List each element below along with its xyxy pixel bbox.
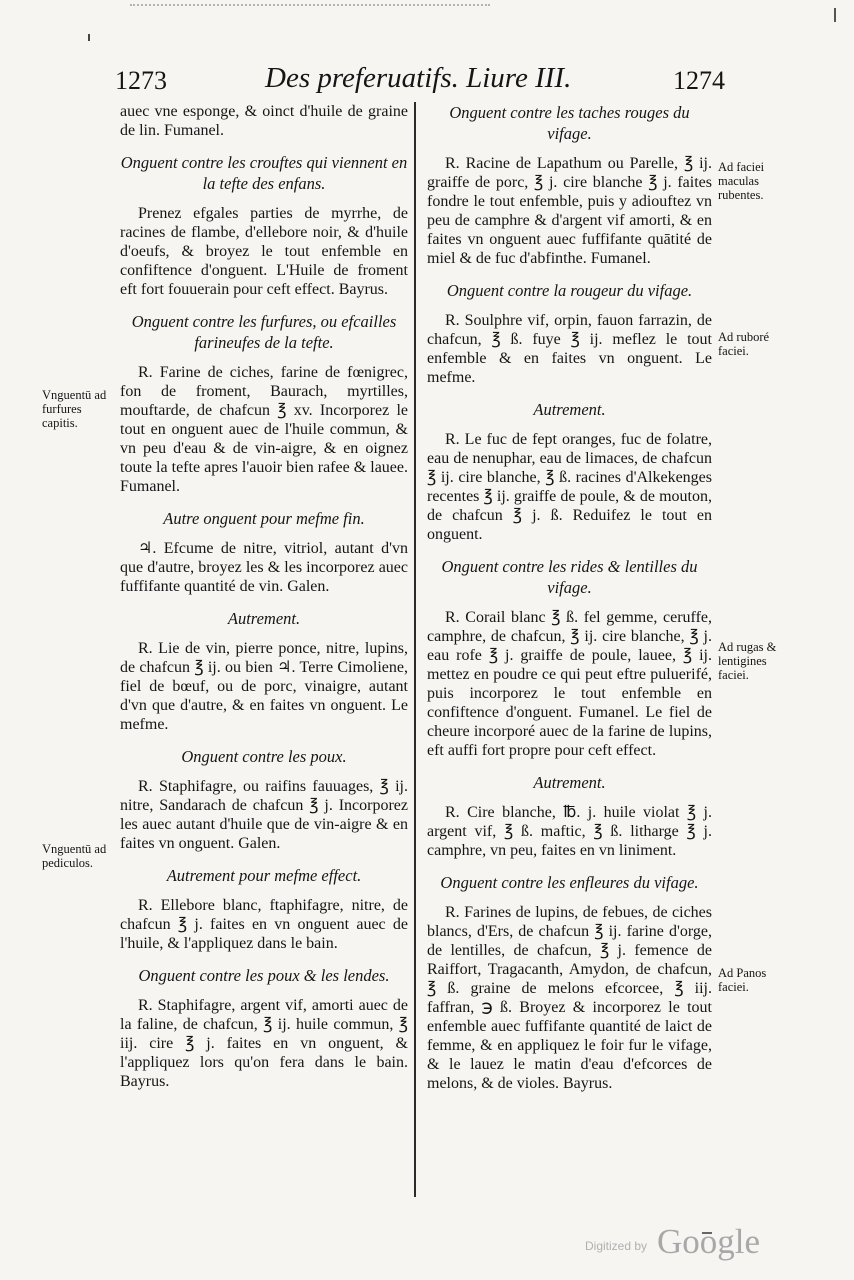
section-heading: Autrement pour mefme effect. xyxy=(166,866,362,885)
column-divider xyxy=(414,102,416,1197)
google-watermark xyxy=(585,1222,765,1262)
recipe-paragraph: R. Le fuc de fept oranges, fuc de folatre, eau de nenuphar, eau de limaces, de chafcun ℥ ij. cire blanche, ℥ ß. racines d'Alkekenges recentes ℥ ij. graiffe de poule, & de mouton, de chafcun ℥ j. ß. Reduifez le tout en onguent. xyxy=(427,431,712,543)
section-heading: Onguent contre les taches rouges du vifage. xyxy=(449,103,690,143)
margin-note-furfures: Vnguentū ad furfures capitis. xyxy=(42,388,107,430)
section-heading: Onguent contre les poux. xyxy=(181,747,347,766)
section-heading: Onguent contre les poux & les lendes. xyxy=(138,966,390,985)
google-logo: Google xyxy=(657,1222,761,1261)
right-text-column xyxy=(427,102,712,1105)
recipe-paragraph: R. Staphifagre, ou raifins fauuages, ℥ ij. nitre, Sandarach de chafcun ℥ j. Incorporez les auec autant d'huile que de vin-aigre & en faites vn onguent. Galen. xyxy=(120,778,408,852)
scan-top-artifact xyxy=(130,4,490,12)
margin-note-maculas: Ad faciei maculas rubentes. xyxy=(718,160,765,202)
recipe-paragraph: R. Corail blanc ℥ ß. fel gemme, ceruffe, camphre, de chafcun, ℥ ij. cire blanche, ℥ j. eau rofe ℥ j. graiffe de poule, lauee, ℥ ij. mettez en poudre ce qui peut eftre puluerifé, puis incorporez le tout enfemble en confiftence d'onguent. Fumanel. Le fiel de cheure incorporé auec de la farine de lupins, eft auffi fort propre pour ceft effect. xyxy=(427,609,712,759)
recipe-paragraph: R. Racine de Lapathum ou Parelle, ℥ ij. graiffe de porc, ℥ j. cire blanche ℥ j. faites fondre le tout enfemble, puis y adiouftez vn peu de camphre & d'argent vif amorti, & en faites vn onguent auec fuffifante quātité de miel & de fuc d'abfinthe. Fumanel. xyxy=(427,155,712,267)
section-heading: Autre onguent pour mefme fin. xyxy=(163,509,365,528)
recipe-paragraph: auec vne esponge, & oinct d'huile de graine de lin. Fumanel. xyxy=(120,103,408,139)
margin-note-rubore: Ad ruboré faciei. xyxy=(718,330,770,358)
margin-note-pediculos: Vnguentū ad pediculos. xyxy=(42,842,107,870)
digitized-by-label: Digitized by xyxy=(585,1239,648,1253)
page-number-left: 1273 xyxy=(115,66,167,95)
recipe-paragraph: R. Lie de vin, pierre ponce, nitre, lupins, de chafcun ℥ ij. ou bien ♃. Terre Cimoliene, fiel de bœuf, ou de porc, vinaigre, autant d'vn que d'autre, & en faites vn onguent. Le mefme. xyxy=(120,640,408,733)
scan-edge-mark xyxy=(834,8,836,22)
section-heading: Onguent contre la rougeur du vifage. xyxy=(446,281,693,300)
section-heading: Onguent contre les furfures, ou efcailles farineufes de la tefte. xyxy=(131,312,397,352)
page-number-right: 1274 xyxy=(673,66,725,95)
recipe-paragraph: R. Cire blanche, ℔. j. huile violat ℥ j. argent vif, ℥ ß. maftic, ℥ ß. litharge ℥ j. camphre, vn peu, faites en vn liniment. xyxy=(427,804,712,859)
section-heading: Autrement. xyxy=(533,773,606,792)
section-heading: Onguent contre les crouftes qui viennent en la tefte des enfans. xyxy=(120,153,408,193)
recipe-paragraph: Prenez efgales parties de myrrhe, de racines de flambe, d'ellebore noir, & d'huile d'oeufs, & broyez le tout enfemble en confiftence d'onguent. L'Huile de froment eft fort fouuerain pour ceft effect. Bayrus. xyxy=(120,205,408,298)
recipe-paragraph: R. Farines de lupins, de febues, de ciches blancs, d'Ers, de chafcun ℥ ij. farine d'orge, de lentilles, de chafcun, ℥ j. femence de Raiffort, Tragacanth, Amydon, de chafcun, ℥ ß. graine de melons efcorcee, ℥ iij. faffran, ℈ ß. Broyez & incorporez le tout enfemble auec fuffifante quantité de laict de femme, & en appliquez le foir fur le vifage, & le lauez le matin d'eau d'efcorces de melons, & de violes. Bayrus. xyxy=(427,904,712,1092)
recipe-paragraph: R. Farine de ciches, farine de fœnigrec, fon de froment, Baurach, myrtilles, mouftarde, de chafcun ℥ xv. Incorporez le tout en onguent auec de l'huile commun, & vn peu d'eau & de vin-aigre, & en oignez toute la tefte apres l'auoir bien rafee & lauee. Fumanel. xyxy=(120,364,408,495)
recipe-paragraph: ♃. Efcume de nitre, vitriol, autant d'vn que d'autre, broyez les & les incorporez auec fuffifante quantité de vin. Galen. xyxy=(120,540,408,595)
margin-note-panos: Ad Panos faciei. xyxy=(718,966,767,994)
section-heading: Onguent contre les rides & lentilles du vifage. xyxy=(441,557,698,597)
running-title: Des preferuatifs. Liure III. xyxy=(265,62,572,94)
left-text-column xyxy=(120,102,408,1103)
section-heading: Autrement. xyxy=(227,609,301,628)
section-heading: Onguent contre les enfleures du vifage. xyxy=(440,873,699,892)
section-heading: Autrement. xyxy=(533,400,606,419)
page-header xyxy=(115,62,725,102)
margin-note-rugas: Ad rugas & lentigines faciei. xyxy=(718,640,777,682)
recipe-paragraph: R. Soulphre vif, orpin, fauon farrazin, de chafcun, ℥ ß. fuye ℥ ij. meflez le tout enfemble & en faites vn onguent. Le mefme. xyxy=(427,312,712,386)
recipe-paragraph: R. Ellebore blanc, ftaphifagre, nitre, de chafcun ℥ j. faites en vn onguent auec de l'huile, & l'appliquez dans le bain. xyxy=(120,897,408,952)
scan-dot xyxy=(88,34,90,41)
recipe-paragraph: R. Staphifagre, argent vif, amorti auec de la faline, de chafcun, ℥ ij. huile commun, ℥ iij. cire ℥ j. faites en vn onguent, & l'appliquez lors qu'on fera dans le bain. Bayrus. xyxy=(120,997,408,1090)
